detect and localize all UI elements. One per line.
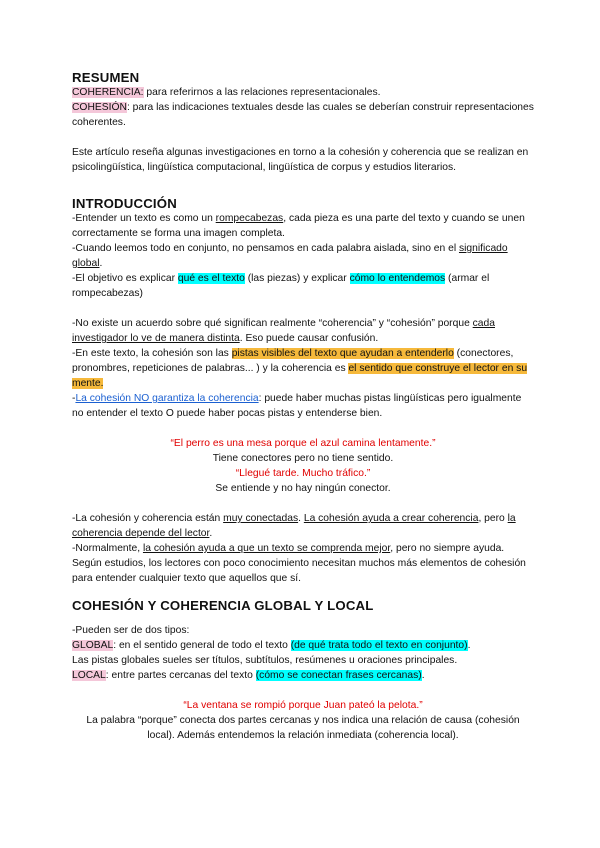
- cohesion-term: COHESIÓN: [72, 102, 127, 113]
- document-page: [72, 70, 534, 743]
- types-intro: -Pueden ser de dos tipos:: [72, 625, 190, 636]
- intro-paragraph-2: -Cuando leemos todo en conjunto, no pensamos en cada palabra aislada, sino en el significado global.: [72, 243, 508, 269]
- coherencia-definition: COHERENCIA: para referirnos a las relaciones representacionales.: [72, 87, 381, 98]
- global-definition: GLOBAL: en el sentido general de todo el texto (de qué trata todo el texto en conjunto).: [72, 640, 471, 651]
- example-note-3: La palabra “porque” conecta dos partes cercanas y nos indica una relación de causa (cohesión local). Además entendemos la relación inmediata (coherencia local).: [86, 715, 520, 741]
- example-sentence-2: “Llegué tarde. Mucho tráfico.”: [235, 468, 371, 479]
- coherencia-term: COHERENCIA:: [72, 87, 144, 98]
- section-heading-introduccion: INTRODUCCIÓN: [72, 196, 177, 211]
- cohesion-definition: COHESIÓN: para las indicaciones textuales desde las cuales se deberían construir representaciones coherentes.: [72, 102, 534, 128]
- article-summary: Este artículo reseña algunas investigaciones en torno a la cohesión y coherencia que se realizan en psicolingüística, lingüística computacional, lingüística de corpus y estudios literarios.: [72, 147, 529, 173]
- example-note-1: Tiene conectores pero no tiene sentido.: [212, 453, 394, 464]
- global-note: Las pistas globales sueles ser títulos, subtítulos, resúmenes u oraciones principales.: [72, 655, 458, 666]
- example-sentence-1: “El perro es una mesa porque el azul camina lentamente.”: [170, 438, 436, 449]
- section-heading-resumen: RESUMEN: [72, 70, 140, 85]
- example-note-2: Se entiende y no hay ningún conector.: [215, 483, 391, 494]
- intro-paragraph-1: -Entender un texto es como un rompecabezas, cada pieza es una parte del texto y cuando se unen correctamente se forma una imagen completa.: [72, 213, 525, 239]
- local-definition: LOCAL: entre partes cercanas del texto (cómo se conectan frases cercanas).: [72, 670, 425, 681]
- local-term: LOCAL: [72, 670, 106, 681]
- example-sentence-3: “La ventana se rompió porque Juan pateó la pelota.”: [183, 700, 423, 711]
- intro-paragraph-8: -Normalmente, la cohesión ayuda a que un texto se comprenda mejor, pero no siempre ayuda. Según estudios, los lectores con poco conocimiento necesitan muchos más elementos de cohesión para entender cualquier texto que aquellos que sí.: [72, 543, 526, 584]
- intro-paragraph-4: -No existe un acuerdo sobre qué significan realmente “coherencia” y “cohesión” porque cada investigador lo ve de manera distinta. Eso puede causar confusión.: [72, 318, 495, 344]
- intro-paragraph-3: -El objetivo es explicar qué es el texto (las piezas) y explicar cómo lo entendemos (armar el rompecabezas): [72, 273, 490, 299]
- section-heading-global-local: COHESIÓN Y COHERENCIA GLOBAL Y LOCAL: [72, 598, 374, 613]
- intro-paragraph-7: -La cohesión y coherencia están muy conectadas. La cohesión ayuda a crear coherencia, pero la coherencia depende del lector.: [72, 513, 516, 539]
- global-term: GLOBAL: [72, 640, 114, 651]
- cohesion-link[interactable]: La cohesión NO garantiza la coherencia: [75, 393, 259, 404]
- intro-paragraph-5: -En este texto, la cohesión son las pistas visibles del texto que ayudan a entenderlo (conectores, pronombres, repeticiones de palabras... ) y la coherencia es el sentido que construye el lector en su mente.: [72, 348, 528, 389]
- intro-paragraph-6: -La cohesión NO garantiza la coherencia: puede haber muchas pistas lingüísticas pero igualmente no entender el texto O puede haber pocas pistas y entenderse bien.: [72, 393, 522, 419]
